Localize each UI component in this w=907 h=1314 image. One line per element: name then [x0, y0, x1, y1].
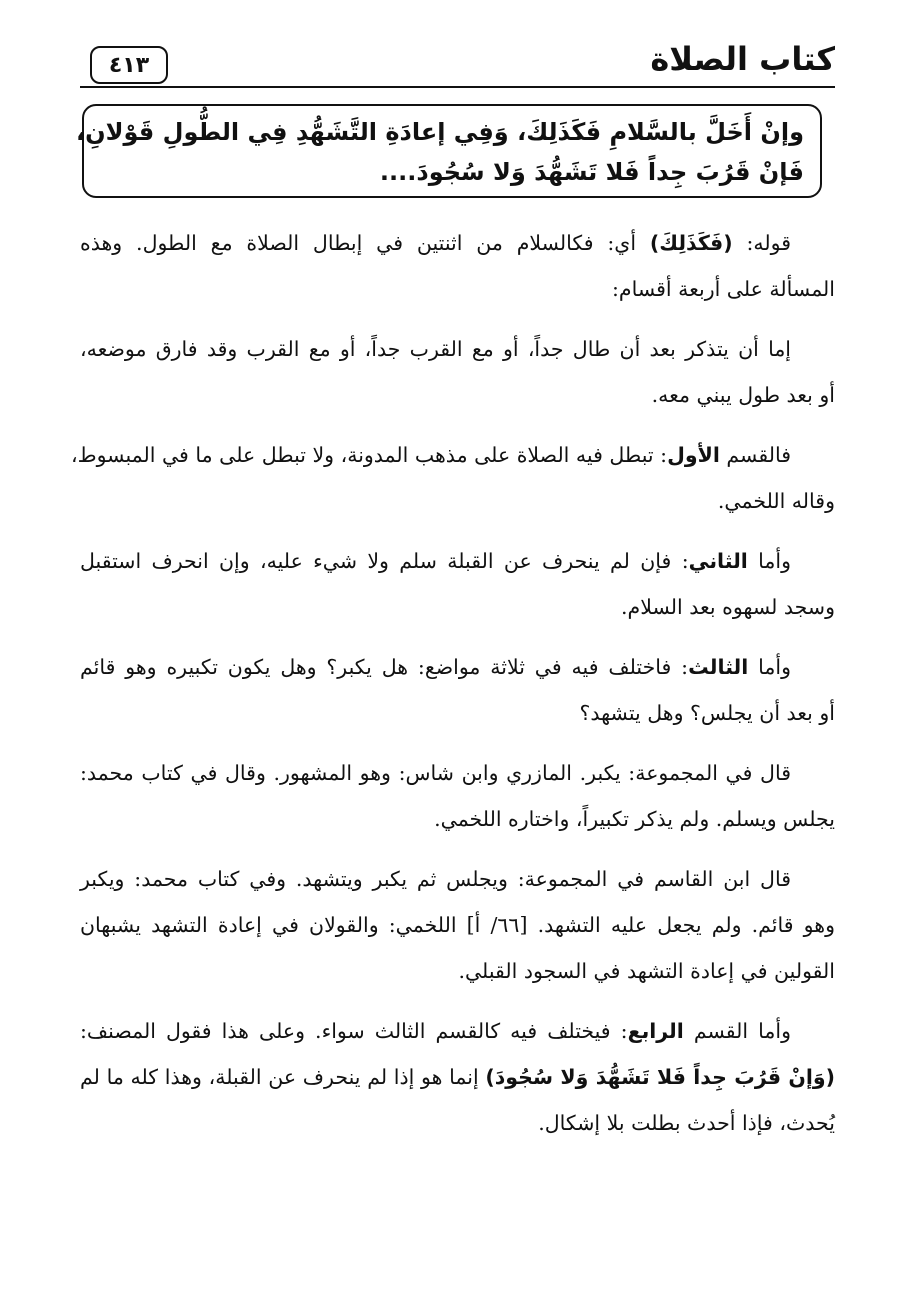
paragraph-6 — [80, 750, 835, 842]
text-run: وأما — [747, 549, 791, 573]
bold-quote: (وَإنْ قَرُبَ جِداً فَلا تَشَهُّدَ وَلا سُجُودَ) — [485, 1065, 835, 1089]
bold-term: الثاني — [688, 549, 748, 573]
text-run: : فإن لم ينحرف عن القبلة سلم ولا شيء عليه، وإن انحرف استقبل — [80, 549, 689, 573]
book-title: كتاب الصلاة — [650, 40, 835, 78]
paragraph-line: وسجد لسهوه بعد السلام. — [621, 595, 835, 619]
paragraph-line: وهو قائم. ولم يجعل عليه التشهد. [٦٦/ أ] اللخمي: والقولان في إعادة التشهد يشبهان — [80, 913, 835, 937]
bold-quote: (فَكَذَلِكَ) — [649, 231, 733, 255]
text-run: وأما القسم — [683, 1019, 791, 1043]
paragraph-line: القولين في إعادة التشهد في السجود القبلي. — [458, 959, 835, 983]
matn-line-2: فَإنْ قَرُبَ جِداً فَلا تَشَهُّدَ وَلا سُجُودَ.... — [379, 158, 804, 186]
paragraph-line: يُحدث، فإذا أحدث بطلت بلا إشكال. — [538, 1111, 835, 1135]
paragraph-4 — [80, 538, 835, 630]
paragraph-line: يجلس ويسلم. ولم يذكر تكبيراً، واختاره اللخمي. — [434, 807, 835, 831]
commentary-text — [71, 220, 835, 1160]
text-run: أي: فكالسلام من اثنتين في إبطال الصلاة مع الطول. وهذه — [80, 231, 650, 255]
paragraph-line: أو بعد أن يجلس؟ وهل يتشهد؟ — [579, 701, 835, 725]
paragraph-line: أو بعد طول يبني معه. — [651, 383, 835, 407]
text-run: وأما — [748, 655, 791, 679]
text-run: : فيختلف فيه كالقسم الثالث سواء. وعلى هذا فقول المصنف: — [80, 1019, 628, 1043]
text-run: فالقسم — [719, 443, 791, 467]
bold-term: الرابع — [627, 1019, 684, 1043]
bold-term: الأول — [667, 443, 720, 467]
paragraph-line — [80, 220, 835, 266]
bold-term: الثالث — [688, 655, 749, 679]
text-run: : فاختلف فيه في ثلاثة مواضع: هل يكبر؟ وهل يكون تكبيره وهو قائم — [80, 655, 689, 679]
paragraph-3 — [71, 432, 835, 524]
paragraph-8 — [80, 1008, 835, 1146]
page-number: ٤١٣ — [90, 46, 168, 84]
paragraph-line — [80, 1008, 835, 1054]
paragraph-line: قال ابن القاسم في المجموعة: ويجلس ثم يكبر ويتشهد. وفي كتاب محمد: ويكبر — [80, 867, 791, 891]
text-run: إنما هو إذا لم ينحرف عن القبلة، وهذا كله ما لم — [80, 1065, 486, 1089]
paragraph-7 — [80, 856, 835, 994]
paragraph-5 — [80, 644, 835, 736]
paragraph-line: إما أن يتذكر بعد أن طال جداً، أو مع القرب جداً، أو مع القرب وقد فارق موضعه، — [80, 337, 791, 361]
page-header — [80, 36, 835, 96]
paragraph-1 — [80, 220, 835, 312]
text-run: : تبطل فيه الصلاة على مذهب المدونة، ولا تبطل على ما في المبسوط، — [71, 443, 668, 467]
matn-box — [76, 104, 822, 198]
paragraph-line — [80, 1054, 835, 1100]
paragraph-line — [80, 538, 835, 584]
paragraph-line: المسألة على أربعة أقسام: — [611, 277, 835, 301]
header-rule — [80, 86, 835, 88]
paragraph-line: وقاله اللخمي. — [717, 489, 835, 513]
paragraph-line: قال في المجموعة: يكبر. المازري وابن شاس: وهو المشهور. وقال في كتاب محمد: — [80, 761, 791, 785]
paragraph-line — [71, 432, 835, 478]
paragraph-line — [80, 644, 835, 690]
paragraph-2 — [80, 326, 835, 418]
text-run: قوله: — [732, 231, 791, 255]
matn-line-1: وإنْ أَخَلَّ بالسَّلامِ فَكَذَلِكَ، وَفِي إعادَةِ التَّشَهُّدِ فِي الطُّولِ قَوْلانِ، — [76, 118, 804, 146]
